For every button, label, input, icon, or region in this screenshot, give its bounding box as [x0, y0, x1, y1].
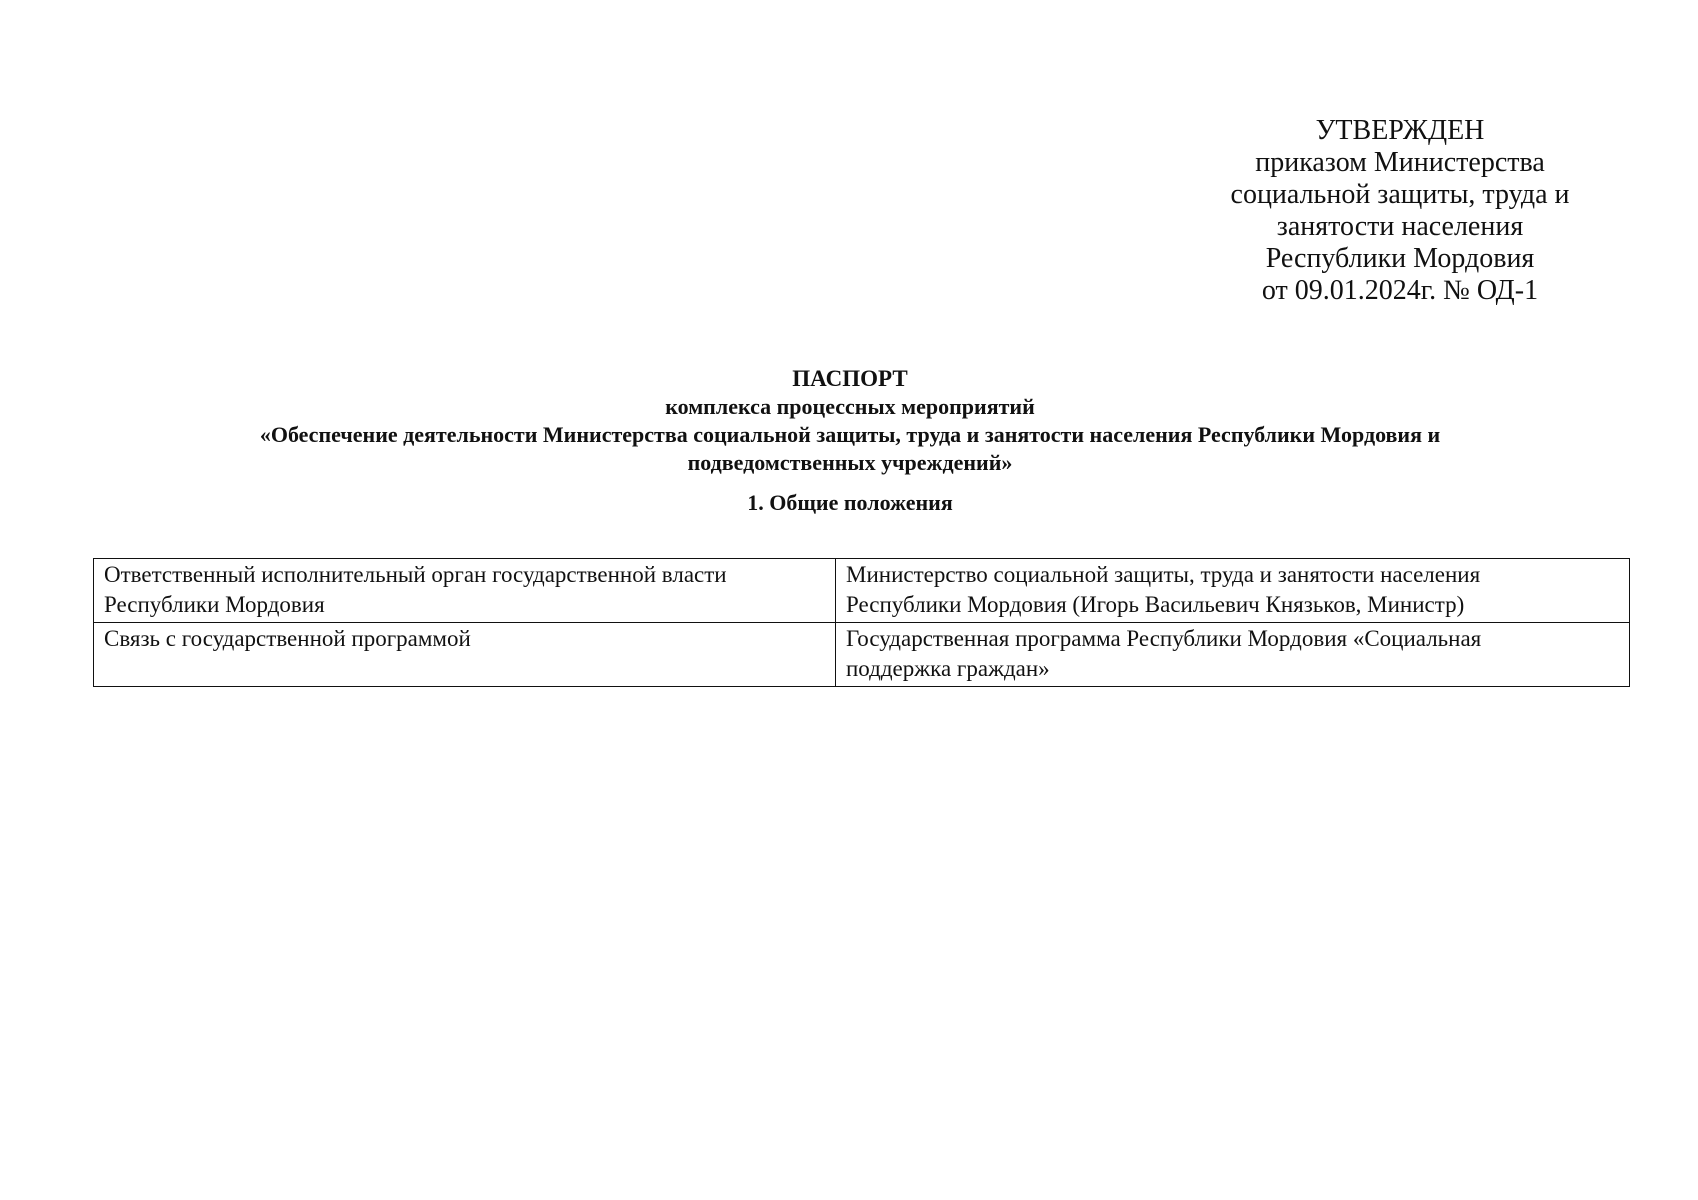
complex-name-line: подведомственных учреждений»: [687, 450, 1013, 475]
row-value-cell: [836, 559, 1630, 623]
table-row: [94, 559, 1630, 623]
approval-line: приказом Министерства: [1255, 147, 1545, 178]
row-label-cell: [94, 559, 836, 623]
approval-line: Республики Мордовия: [1265, 243, 1535, 274]
cell-text: поддержка граждан»: [846, 656, 1050, 681]
section-title: 1. Общие положения: [747, 490, 953, 515]
cell-text: Министерство социальной защиты, труда и занятости населения: [846, 562, 1481, 587]
cell-text: Ответственный исполнительный орган государственной власти: [104, 562, 727, 587]
document-subtitle: комплекса процессных мероприятий: [665, 394, 1035, 419]
document-title: ПАСПОРТ: [792, 366, 908, 391]
cell-text: Связь с государственной программой: [104, 626, 471, 651]
cell-text: Республики Мордовия (Игорь Васильевич Князьков, Министр): [846, 592, 1465, 617]
row-value-cell: [836, 623, 1630, 687]
approval-line: от 09.01.2024г. № ОД-1: [1261, 275, 1539, 306]
approval-line: занятости населения: [1276, 211, 1524, 242]
approval-line: социальной защиты, труда и: [1230, 179, 1570, 210]
approval-line: УТВЕРЖДЕН: [1315, 115, 1485, 146]
complex-name-line: «Обеспечение деятельности Министерства социальной защиты, труда и занятости населения Республики Мордовия и: [259, 422, 1441, 447]
row-label-cell: [94, 623, 836, 687]
cell-text: Республики Мордовия: [104, 592, 325, 617]
approval-stamp: [1190, 115, 1610, 307]
cell-text: Государственная программа Республики Мордовия «Социальная: [846, 626, 1482, 651]
general-provisions-table: [93, 558, 1630, 687]
table-row: [94, 623, 1630, 687]
document-heading: [90, 365, 1610, 477]
